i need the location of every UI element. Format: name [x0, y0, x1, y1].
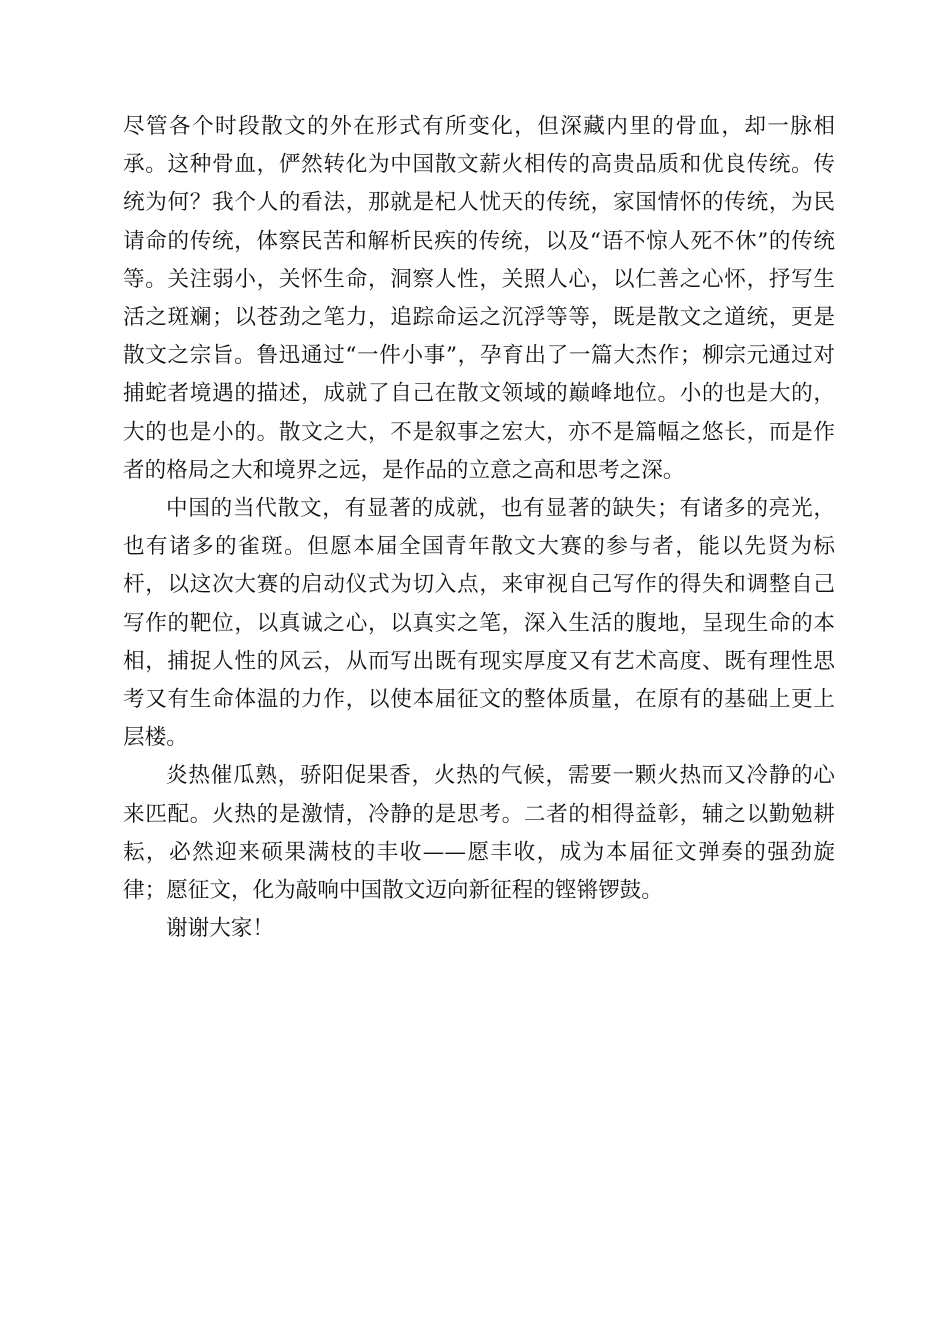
paragraph-thanks: 谢谢大家！ [166, 916, 274, 942]
document-page [123, 108, 835, 948]
paragraph-summer-harvest: 炎热催瓜熟，骄阳促果香，火热的气候，需要一颗火热而又冷静的心来匹配。火热的是激情，冷静的是思考。二者的相得益彰，辅之以勤勉耕耘，必然迎来硕果满枝的丰收——愿丰收，成为本届征文弹奏的强劲旋律；愿征文，化为敲响中国散文迈向新征程的铿锵锣鼓。 [123, 763, 835, 904]
paragraph-tradition: 尽管各个时段散文的外在形式有所变化，但深藏内里的骨血，却一脉相承。这种骨血，俨然转化为中国散文薪火相传的高贵品质和优良传统。传统为何？我个人的看法，那就是杞人忧天的传统，家国情怀的传统，为民请命的传统，体察民苦和解析民疾的传统，以及“语不惊人死不休”的传统等。关注弱小，关怀生命，洞察人性，关照人心，以仁善之心怀，抒写生活之斑斓；以苍劲之笔力，追踪命运之沉浮等等，既是散文之道统，更是散文之宗旨。鲁迅通过“一件小事”，孕育出了一篇大杰作；柳宗元通过对捕蛇者境遇的描述，成就了自己在散文领域的巅峰地位。小的也是大的，大的也是小的。散文之大，不是叙事之宏大，亦不是篇幅之悠长，而是作者的格局之大和境界之远，是作品的立意之高和思考之深。 [123, 114, 835, 483]
paragraph-contemporary-prose: 中国的当代散文，有显著的成就，也有显著的缺失；有诸多的亮光，也有诸多的雀斑。但愿本届全国青年散文大赛的参与者，能以先贤为标杆，以这次大赛的启动仪式为切入点，来审视自己写作的得失和调整自己写作的靶位，以真诚之心，以真实之笔，深入生活的腹地，呈现生命的本相，捕捉人性的风云，从而写出既有现实厚度又有艺术高度、既有理性思考又有生命体温的力作，以使本届征文的整体质量，在原有的基础上更上层楼。 [123, 496, 835, 751]
